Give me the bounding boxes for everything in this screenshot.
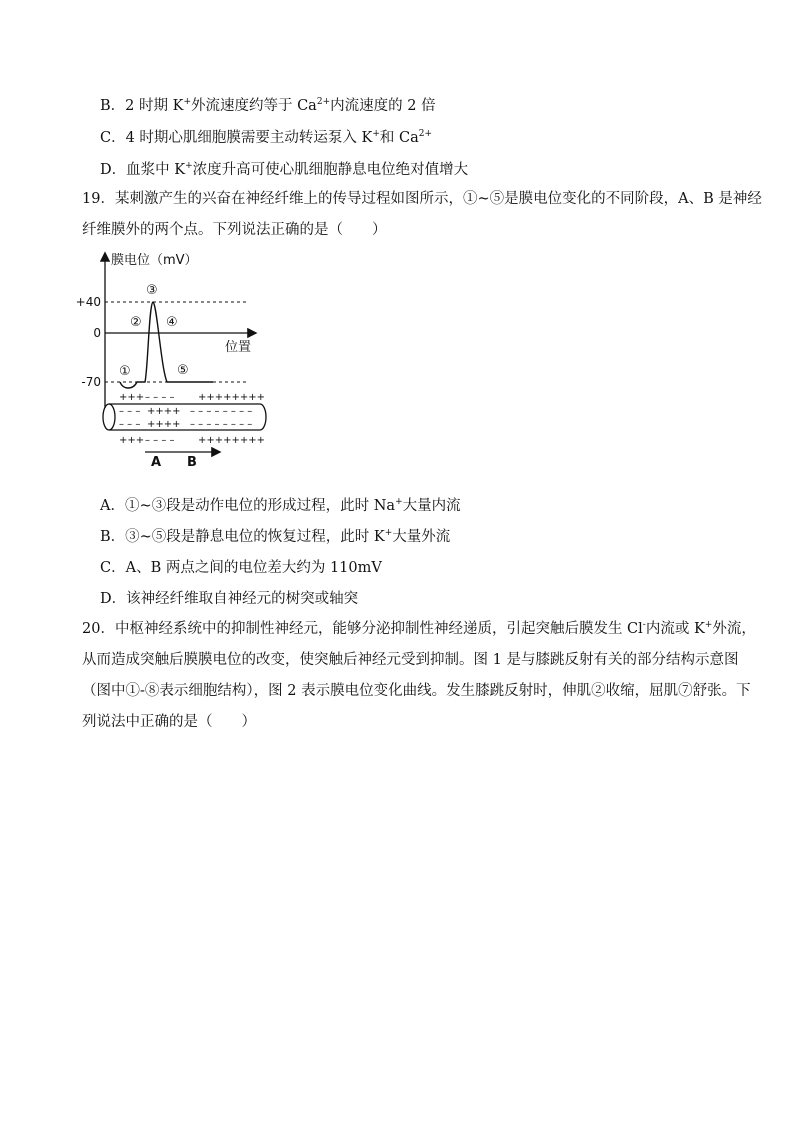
q20-stem-line1: 20．中枢神经系统中的抑制性神经元，能够分泌抑制性神经递质，引起突触后膜发生 Cl-内流或 K+外流， bbox=[82, 620, 756, 637]
tick-minus70: -70 bbox=[81, 375, 101, 389]
q19-option-b: B．③~⑤段是静息电位的恢复过程，此时 K+大量外流 bbox=[100, 528, 451, 545]
svg-text:– – – –: – – – – bbox=[145, 435, 175, 446]
y-axis-label: 膜电位（mV） bbox=[111, 253, 198, 268]
svg-text:++++: ++++ bbox=[147, 406, 181, 417]
charges-inner bbox=[119, 406, 252, 430]
stage-5-label: ⑤ bbox=[177, 363, 189, 378]
stage-4-label: ④ bbox=[166, 315, 178, 330]
svg-text:– – –: – – – bbox=[119, 406, 141, 417]
x-axis-label: 位置 bbox=[225, 340, 252, 355]
nerve-fiber-right-end bbox=[260, 404, 266, 430]
tick-0: 0 bbox=[93, 326, 101, 340]
point-a-label: A bbox=[151, 455, 162, 470]
svg-text:– – – –: – – – – bbox=[145, 392, 175, 403]
q20-stem-line3: （图中①-⑧表示细胞结构），图 2 表示膜电位变化曲线。发生膝跳反射时，伸肌②收缩，屈肌⑦舒张。下 bbox=[82, 683, 751, 699]
stage-1-label: ① bbox=[119, 364, 131, 379]
svg-text:++++++++: ++++++++ bbox=[198, 392, 266, 403]
q19-option-d: D．该神经纤维取自神经元的树突或轴突 bbox=[100, 591, 359, 607]
option-c-prev: C．4 时期心肌细胞膜需要主动转运泵入 K+和 $Ca^{2+}$ bbox=[100, 129, 433, 146]
option-d-prev: D．血浆中 K+浓度升高可使心肌细胞静息电位绝对值增大 bbox=[100, 161, 469, 178]
nerve-fiber-left-end bbox=[103, 404, 115, 430]
stage-3-label: ③ bbox=[146, 283, 158, 298]
q19-stem-line2: 纤维膜外的两个点。下列说法正确的是（ ） bbox=[82, 222, 387, 238]
svg-text:++++++++: ++++++++ bbox=[198, 435, 266, 446]
option-b-prev: B．2 时期 K+外流速度约等于 $Ca^{2+}$内流速度的 2 倍 bbox=[100, 97, 436, 114]
q19-option-a: A．①~③段是动作电位的形成过程，此时 Na+大量内流 bbox=[100, 497, 461, 514]
q19-stem-line1: 19．某刺激产生的兴奋在神经纤维上的传导过程如图所示，①~⑤是膜电位变化的不同阶段，A、B 是神经 bbox=[82, 191, 762, 207]
svg-text:++++: ++++ bbox=[147, 419, 181, 430]
svg-text:+++: +++ bbox=[119, 435, 145, 446]
tick-plus40: +40 bbox=[75, 295, 101, 309]
svg-text:– – –: – – – bbox=[119, 419, 141, 430]
svg-text:+++: +++ bbox=[119, 392, 145, 403]
membrane-potential-figure bbox=[75, 248, 285, 470]
q19-option-c: C．A、B 两点之间的电位差大约为 110mV bbox=[100, 560, 382, 576]
svg-text:– – – – – – – –: – – – – – – – – bbox=[190, 419, 253, 430]
q20-stem-line2: 从而造成突触后膜膜电位的改变，使突触后神经元受到抑制。图 1 是与膝跳反射有关的部分结构示意图 bbox=[82, 652, 739, 668]
stage-2-label: ② bbox=[130, 315, 142, 330]
charges-outer-top bbox=[119, 392, 265, 403]
svg-text:– – – – – – – –: – – – – – – – – bbox=[190, 406, 253, 417]
q20-stem-line4: 列说法中正确的是（ ） bbox=[82, 714, 256, 730]
charges-outer-bottom bbox=[119, 435, 265, 446]
point-b-label: B bbox=[187, 455, 197, 470]
